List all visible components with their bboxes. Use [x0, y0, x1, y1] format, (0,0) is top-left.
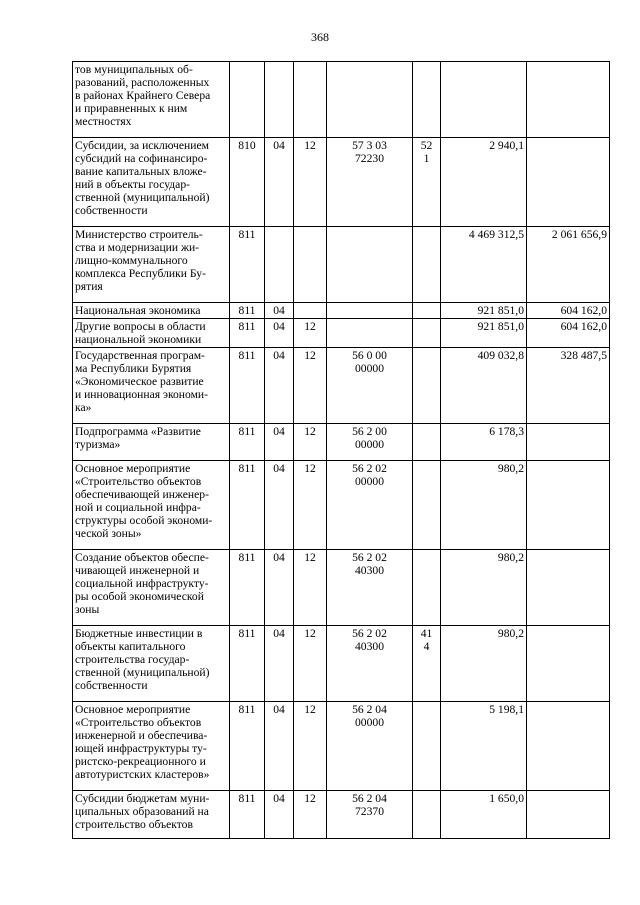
table-row: [73, 626, 610, 702]
item-name-cell: [73, 138, 230, 227]
name-line: ма Республики Бурятия: [75, 362, 192, 375]
table-row: [73, 702, 610, 791]
expense-line: 52: [420, 139, 433, 152]
section-code-cell: 04: [265, 702, 294, 791]
target-line: 56 0 00: [352, 349, 387, 362]
table-row: [73, 227, 610, 303]
expense-line: 1: [423, 152, 430, 165]
section-code-cell: 04: [265, 461, 294, 550]
subsection-code-cell: 12: [294, 348, 327, 424]
name-line: национальной экономики: [75, 333, 202, 346]
item-name-cell: [73, 550, 230, 626]
amount-second-cell: [527, 62, 610, 138]
subsection-code-cell: [294, 227, 327, 303]
subsection-code-cell: 12: [294, 550, 327, 626]
section-code-cell: 04: [265, 424, 294, 461]
expense-type-cell: [413, 550, 441, 626]
target-article-cell: [327, 319, 413, 348]
name-line: собственности: [75, 679, 148, 692]
name-line: Подпрограмма «Развитие: [75, 425, 201, 438]
name-line: ства и модернизации жи-: [75, 241, 200, 254]
name-line: обеспечивающей инженер-: [75, 488, 209, 501]
table-row: [73, 138, 610, 227]
item-name-cell: [73, 348, 230, 424]
name-line: рятия: [75, 280, 103, 293]
name-line: ческой зоны»: [75, 527, 142, 540]
name-line: местностях: [75, 115, 132, 128]
ministry-code-cell: 811: [230, 461, 265, 550]
target-line: 40300: [355, 640, 384, 653]
name-line: Основное мероприятие: [75, 703, 191, 716]
ministry-code-cell: 811: [230, 303, 265, 319]
expense-type-cell: [413, 348, 441, 424]
target-line: 40300: [355, 564, 384, 577]
amount-second-cell: 604 162,0: [527, 303, 610, 319]
amount-second-cell: [527, 461, 610, 550]
subsection-code-cell: 12: [294, 791, 327, 839]
name-line: и приравненных к ним: [75, 102, 188, 115]
ministry-code-cell: 811: [230, 424, 265, 461]
amount-first-cell: 4 469 312,5: [441, 227, 527, 303]
name-line: зоны: [75, 603, 100, 616]
target-article-cell: [327, 461, 413, 550]
name-line: автотуристских кластеров»: [75, 768, 210, 781]
subsection-code-cell: 12: [294, 138, 327, 227]
target-line: 56 2 02: [352, 551, 387, 564]
page-number: 368: [311, 30, 329, 44]
amount-first-cell: 980,2: [441, 626, 527, 702]
name-line: ственной (муниципальной): [75, 191, 210, 204]
amount-second-cell: [527, 702, 610, 791]
subsection-code-cell: 12: [294, 424, 327, 461]
name-line: Субсидии бюджетам муни-: [75, 792, 210, 805]
expense-line: 4: [423, 640, 430, 653]
section-code-cell: 04: [265, 319, 294, 348]
section-code-cell: 04: [265, 138, 294, 227]
budget-table: [72, 61, 610, 839]
name-line: туризма»: [75, 438, 121, 451]
target-line: 00000: [355, 438, 384, 451]
amount-second-cell: [527, 424, 610, 461]
name-line: Национальная экономика: [75, 304, 201, 317]
section-code-cell: 04: [265, 550, 294, 626]
target-line: 56 2 04: [352, 792, 387, 805]
ministry-code-cell: 811: [230, 227, 265, 303]
name-line: тов муниципальных об-: [75, 63, 193, 76]
item-name-cell: [73, 626, 230, 702]
target-article-cell: [327, 138, 413, 227]
name-line: ристско-рекреационного и: [75, 755, 206, 768]
name-line: Министерство строитель-: [75, 228, 203, 241]
target-line: 00000: [355, 716, 384, 729]
expense-type-cell: [413, 702, 441, 791]
amount-second-cell: [527, 138, 610, 227]
table-row: [73, 461, 610, 550]
expense-type-cell: [413, 62, 441, 138]
target-article-cell: [327, 791, 413, 839]
subsection-code-cell: 12: [294, 461, 327, 550]
item-name-cell: [73, 303, 230, 319]
name-line: ственной (муниципальной): [75, 666, 210, 679]
section-code-cell: [265, 62, 294, 138]
name-line: инженерной и обеспечива-: [75, 729, 208, 742]
target-line: 56 2 04: [352, 703, 387, 716]
subsection-code-cell: 12: [294, 702, 327, 791]
name-line: строительство объектов: [75, 818, 193, 831]
subsection-code-cell: 12: [294, 319, 327, 348]
name-line: «Экономическое развитие: [75, 375, 204, 388]
amount-second-cell: [527, 626, 610, 702]
item-name-cell: [73, 702, 230, 791]
name-line: ний в объекты государ-: [75, 178, 190, 191]
target-line: 56 2 02: [352, 627, 387, 640]
subsection-code-cell: 12: [294, 626, 327, 702]
section-code-cell: 04: [265, 791, 294, 839]
name-line: ципальных образований на: [75, 805, 209, 818]
expense-line: 41: [420, 627, 433, 640]
ministry-code-cell: [230, 62, 265, 138]
ministry-code-cell: 811: [230, 791, 265, 839]
target-line: 72230: [355, 152, 384, 165]
item-name-cell: [73, 319, 230, 348]
amount-first-cell: 980,2: [441, 461, 527, 550]
item-name-cell: [73, 227, 230, 303]
amount-first-cell: 5 198,1: [441, 702, 527, 791]
name-line: ры особой экономической: [75, 590, 204, 603]
name-line: ной и социальной инфра-: [75, 501, 201, 514]
amount-first-cell: 980,2: [441, 550, 527, 626]
name-line: социальной инфраструкту-: [75, 577, 209, 590]
amount-second-cell: 604 162,0: [527, 319, 610, 348]
name-line: комплекса Республики Бу-: [75, 267, 206, 280]
ministry-code-cell: 811: [230, 348, 265, 424]
expense-type-cell: [413, 227, 441, 303]
name-line: «Строительство объектов: [75, 716, 202, 729]
name-line: Государственная програм-: [75, 349, 205, 362]
name-line: субсидий на софинансиро-: [75, 152, 208, 165]
name-line: в районах Крайнего Севера: [75, 89, 211, 102]
name-line: ка»: [75, 401, 92, 414]
table-row: [73, 319, 610, 348]
subsection-code-cell: [294, 62, 327, 138]
ministry-code-cell: 811: [230, 319, 265, 348]
name-line: Бюджетные инвестиции в: [75, 627, 203, 640]
section-code-cell: 04: [265, 348, 294, 424]
section-code-cell: 04: [265, 303, 294, 319]
ministry-code-cell: 811: [230, 626, 265, 702]
expense-type-cell: [413, 303, 441, 319]
name-line: собственности: [75, 204, 148, 217]
target-article-cell: [327, 348, 413, 424]
target-article-cell: [327, 424, 413, 461]
target-article-cell: [327, 62, 413, 138]
item-name-cell: [73, 791, 230, 839]
name-line: «Строительство объектов: [75, 475, 202, 488]
name-line: строительства государ-: [75, 653, 190, 666]
target-article-cell: [327, 702, 413, 791]
section-code-cell: 04: [265, 626, 294, 702]
amount-second-cell: [527, 791, 610, 839]
expense-type-cell: [413, 424, 441, 461]
amount-first-cell: [441, 62, 527, 138]
expense-type-cell: [413, 461, 441, 550]
target-article-cell: [327, 303, 413, 319]
expense-type-cell: [413, 319, 441, 348]
amount-first-cell: 6 178,3: [441, 424, 527, 461]
name-line: и инновационная экономи-: [75, 388, 208, 401]
ministry-code-cell: 811: [230, 550, 265, 626]
name-line: ющей инфраструктуры ту-: [75, 742, 207, 755]
target-line: 00000: [355, 362, 384, 375]
target-article-cell: [327, 550, 413, 626]
ministry-code-cell: 811: [230, 702, 265, 791]
target-article-cell: [327, 227, 413, 303]
target-line: 57 3 03: [352, 139, 387, 152]
expense-type-cell: [413, 791, 441, 839]
target-line: 56 2 02: [352, 462, 387, 475]
subsection-code-cell: [294, 303, 327, 319]
amount-first-cell: 921 851,0: [441, 303, 527, 319]
budget-table-body: [73, 62, 610, 839]
name-line: вание капитальных вложе-: [75, 165, 207, 178]
amount-second-cell: 328 487,5: [527, 348, 610, 424]
target-line: 00000: [355, 475, 384, 488]
target-article-cell: [327, 626, 413, 702]
name-line: разований, расположенных: [75, 76, 210, 89]
target-line: 56 2 00: [352, 425, 387, 438]
table-row: [73, 424, 610, 461]
table-row: [73, 791, 610, 839]
ministry-code-cell: 810: [230, 138, 265, 227]
item-name-cell: [73, 461, 230, 550]
table-row: [73, 62, 610, 138]
table-row: [73, 348, 610, 424]
name-line: структуры особой экономи-: [75, 514, 213, 527]
name-line: Создание объектов обеспе-: [75, 551, 209, 564]
name-line: Основное мероприятие: [75, 462, 191, 475]
name-line: Другие вопросы в области: [75, 320, 206, 333]
expense-type-cell: [413, 138, 441, 227]
item-name-cell: [73, 424, 230, 461]
table-row: [73, 303, 610, 319]
section-code-cell: [265, 227, 294, 303]
name-line: чивающей инженерной и: [75, 564, 200, 577]
name-line: Субсидии, за исключением: [75, 139, 209, 152]
amount-first-cell: 921 851,0: [441, 319, 527, 348]
target-line: 72370: [355, 805, 384, 818]
expense-type-cell: [413, 626, 441, 702]
amount-second-cell: 2 061 656,9: [527, 227, 610, 303]
amount-first-cell: 2 940,1: [441, 138, 527, 227]
name-line: лищно-коммунального: [75, 254, 188, 267]
table-row: [73, 550, 610, 626]
amount-second-cell: [527, 550, 610, 626]
amount-first-cell: 409 032,8: [441, 348, 527, 424]
name-line: объекты капитального: [75, 640, 186, 653]
item-name-cell: [73, 62, 230, 138]
amount-first-cell: 1 650,0: [441, 791, 527, 839]
